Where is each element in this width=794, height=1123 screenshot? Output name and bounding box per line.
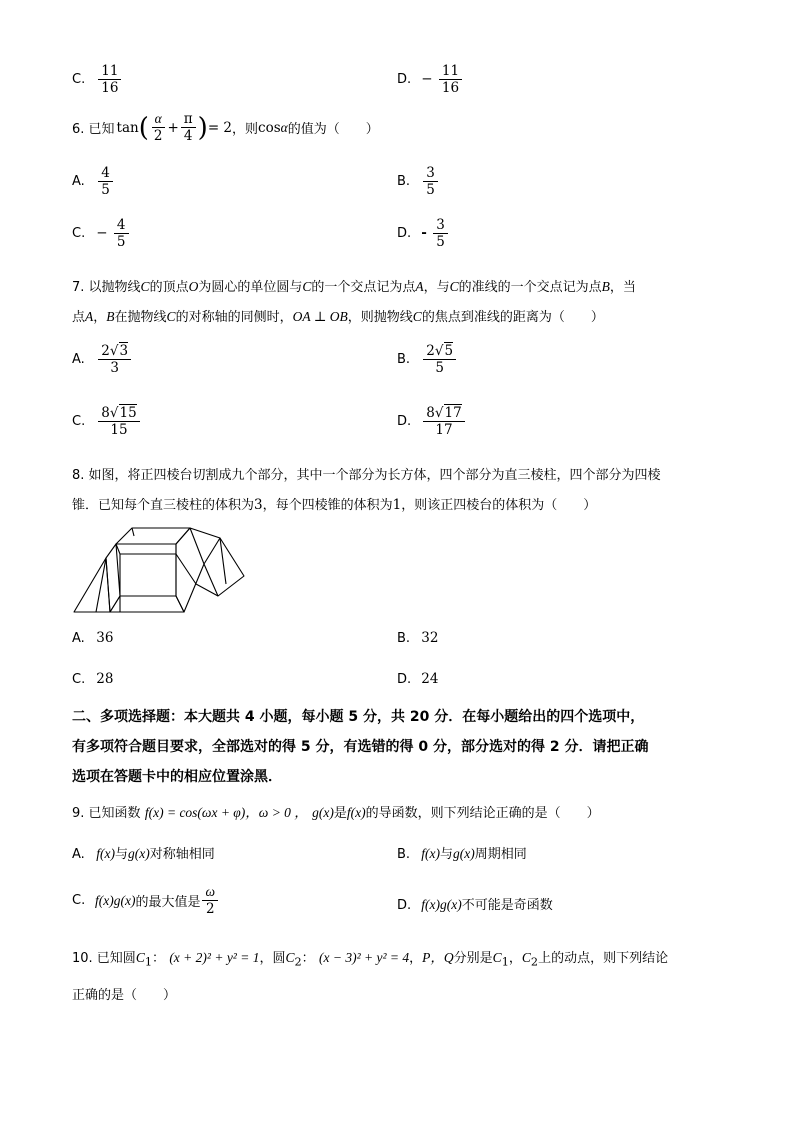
fraction: $\frac{11}{16}$ [439,64,462,95]
q9-option-d: D. f(x)g(x)不可能是奇函数 [397,897,553,913]
q8-stem-line1: 8. 如图，将正四棱台切割成九个部分，其中一个部分为长方体，四个部分为直三棱柱，四个部分为四棱 [72,468,661,483]
fraction: $\frac{2√3}{3}$ [98,344,131,375]
frustum-figure [72,524,248,616]
q6-option-d: D. - $\frac{3}{5}$ [397,218,450,249]
front-prism [110,596,184,612]
fraction: $\frac{2√5}{5}$ [423,344,456,375]
right-prism [176,528,204,612]
left-prism [106,544,120,612]
q6-option-a: A. $\frac{4}{5}$ [72,166,115,197]
fraction: $\frac{4}{5}$ [114,218,129,249]
fraction: $\frac{8√17}{17}$ [423,406,464,437]
fraction: $\frac{4}{5}$ [98,166,113,197]
fraction: $\frac{3}{5}$ [433,218,448,249]
q7-stem-line1: 7. 以抛物线C的顶点O为圆心的单位圆与C的一个交点记为点A，与C的准线的一个交点记为点B，当 [72,279,636,295]
q6-stem: 6. 已知 tan ( $\frac{\alpha}{2}$ + $\frac{\pi}{4}$ ) = 2 ，则 cos α 的值为（ ） [72,111,379,145]
q9-option-a: A. f(x)与g(x)对称轴相同 [72,846,215,862]
q7-option-d: D. $\frac{8√17}{17}$ [397,406,467,437]
section-heading-line3: 选项在答题卡中的相应位置涂黑． [72,769,282,785]
q7-option-a: A. $\frac{2√3}{3}$ [72,344,133,375]
section-heading-line1: 二、多项选择题：本大题共 4 小题，每小题 5 分，共 20 分．在每小题给出的四个选项中， [72,709,645,725]
option-label: C. [72,72,86,88]
q10-stem-line1: 10. 已知圆$C_1$： (x + 2)² + y² = 1，圆$C_2$： (x − 3)² + y² = 4，P，Q分别是$C_1$，$C_2$上的动点，则下列结论 [72,950,669,969]
q6-option-c: C. − $\frac{4}{5}$ [72,218,131,249]
q6-option-b: B. $\frac{3}{5}$ [397,166,440,197]
fraction: $\frac{3}{5}$ [423,166,438,197]
q9-stem: 9. 已知函数 f(x) = cos(ωx + φ)，ω > 0 ， g(x)是f(x)的导函数，则下列结论正确的是（ ） [72,805,600,821]
q8-option-c: C. 28 [72,671,114,687]
q9-option-b: B. f(x)与g(x)周期相同 [397,846,527,862]
q7-stem-line2: 点A，B在抛物线C的对称轴的同侧时，OA ⊥ OB，则抛物线C的焦点到准线的距离为（ ） [72,309,604,325]
q8-option-a: A. 36 [72,630,114,646]
q8-stem-line2: 锥．已知每个直三棱柱的体积为3，每个四棱锥的体积为1，则该正四棱台的体积为（ ） [72,497,597,513]
q9-option-c: C. f(x)g(x) 的最大值是 $\frac{\omega}{2}$ [72,885,220,916]
q5-option-d: D. − $\frac{11}{16}$ [397,64,464,95]
section-heading-line2: 有多项符合题目要求，全部选对的得 5 分，有选错的得 0 分，部分选对的得 2 分．请把正确 [72,739,649,755]
back-prism [116,528,190,544]
fraction: $\frac{8√15}{15}$ [98,406,139,437]
fraction: $\frac{11}{16}$ [98,64,121,95]
q8-option-b: B. 32 [397,630,439,646]
central-box [120,554,176,596]
fraction: $\frac{\omega}{2}$ [202,885,218,916]
q5-option-c [72,64,123,95]
q7-option-b: B. $\frac{2√5}{5}$ [397,344,458,375]
q7-option-c: C. $\frac{8√15}{15}$ [72,406,142,437]
q10-stem-line2: 正确的是（ ） [72,988,177,1003]
option-label: D. [397,72,412,88]
fraction: $\frac{\alpha}{2}$ [151,112,166,143]
fraction: $\frac{\pi}{4}$ [181,112,196,143]
q8-option-d: D. 24 [397,671,439,687]
